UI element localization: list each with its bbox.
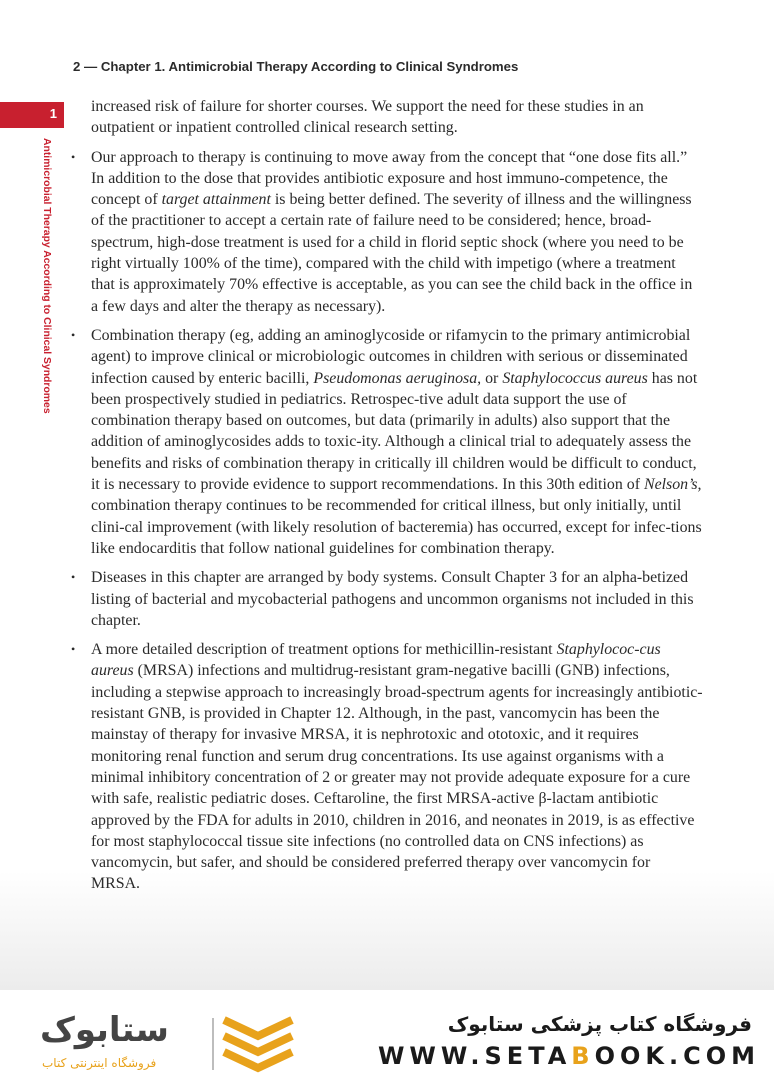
store-name: فروشگاه کتاب پزشکی ستابوک bbox=[447, 1012, 752, 1036]
chapter-tab bbox=[0, 102, 64, 128]
text-run: is being better defined. The severity of illness and the willingness of the practitioner to accept a certain rate of failure need to be considered; hence, broad-spectrum, high-dose treatment is used for a child in florid septic shock (where you need to be right virtually 100% of the time), compared with the child with impetigo (where a treatment that is approximately 70% effective is acceptable, as you can see the child back in the office in a few days and alter the therapy as necessary). bbox=[91, 191, 693, 315]
body-text bbox=[91, 96, 703, 895]
url-accent: B bbox=[571, 1042, 595, 1070]
text-run: or bbox=[481, 369, 503, 387]
running-head: 2 — Chapter 1. Antimicrobial Therapy According to Clinical Syndromes bbox=[73, 59, 519, 74]
bullet-item-mrsa bbox=[91, 639, 703, 895]
side-chapter-title: Antimicrobial Therapy According to Clinical Syndromes bbox=[41, 138, 52, 414]
text-run: A more detailed description of treatment options for methicillin-resistant bbox=[91, 641, 557, 659]
url-text: WWW.SETA bbox=[377, 1042, 572, 1070]
logo-divider bbox=[212, 1018, 214, 1070]
italic-term: Nelson’s, bbox=[643, 476, 702, 494]
logo-wordmark: ستابوک bbox=[40, 1010, 169, 1050]
text-run: Our approach to therapy is continuing to move away from the concept that “one dose fits all.” In addition to the dose that provides antibiotic exposure and host immuno-competence, the concept of bbox=[91, 148, 688, 209]
bullet-item-arrangement: • Diseases in this chapter are arranged by body systems. Consult Chapter 3 for an alpha-betized listing of bacterial and mycobacterial pathogens and uncommon organisms not included in this chapter. bbox=[91, 567, 703, 631]
bullet-item-combination bbox=[91, 325, 703, 559]
bullet-item-dosing bbox=[91, 147, 703, 317]
text-run: has not been prospectively studied in pediatrics. Retrospec-tive adult data support the use of combination therapy based on outcomes, but data (primarily in adults) also support that the addition of aminoglycosides adds to toxic-ity. Although a clinical trial to adequately assess the benefits and risks of combination therapy in critically ill children would be difficult to conduct, it is necessary to provide evidence to support recommendations. In this 30th edition of bbox=[91, 369, 698, 494]
intro-paragraph: increased risk of failure for shorter courses. We support the need for these studies in an outpatient or inpatient controlled clinical research setting. bbox=[91, 98, 644, 137]
chapter-number: 1 bbox=[49, 106, 57, 121]
text-run: (MRSA) infections and multidrug-resistant gram-negative bacilli (GNB) infections, including a stepwise approach to increasingly broad-spectrum agents for increasingly antibiotic-resistant GNB, is provided in Chapter 12. Although, in the past, vancomycin has been the mainstay of therapy for invasive MRSA, it is nephrotoxic and ototoxic, and it requires monitoring renal function and serum drug concentrations. Its use against organisms with a minimal inhibitory concentration of 2 or greater may not provide adequate exposure for a cure with safe, realistic pediatric doses. Ceftaroline, the first MRSA-active β-lactam antibiotic approved by the FDA for adults in 2010, children in 2016, and neonates in 2019, is as effective for most staphylococcal tissue site infections (no controlled data on CNS infections) as vancomycin, but safer, and should be considered preferred therapy over vancomycin for MRSA. bbox=[91, 662, 703, 893]
text-run: combination therapy continues to be recommended for critical illness, but only initially, until clini-cal improvement (with likely resolution of bacteremia) has occurred, except for infec-tions like endocarditis that follow national guidelines for combination therapy. bbox=[91, 497, 702, 557]
italic-term: target attainment bbox=[161, 191, 271, 209]
italic-term: Pseudomonas aeruginosa, bbox=[313, 369, 482, 387]
italic-term: Staphylococcus aureus bbox=[502, 369, 648, 387]
italic-term: Staphylococ-cus aureus bbox=[91, 641, 661, 680]
site-url bbox=[378, 1042, 760, 1070]
logo-subtitle: فروشگاه اینترنتی کتاب bbox=[42, 1056, 157, 1070]
book-stack-icon bbox=[218, 1012, 298, 1074]
url-text: OOK.COM bbox=[594, 1042, 760, 1070]
text-run: Combination therapy (eg, adding an aminoglycoside or rifamycin to the primary antimicrobial agent) to improve clinical or microbiologic outcomes in children with serious or disseminated infection caused by enteric bacilli, bbox=[91, 326, 691, 387]
